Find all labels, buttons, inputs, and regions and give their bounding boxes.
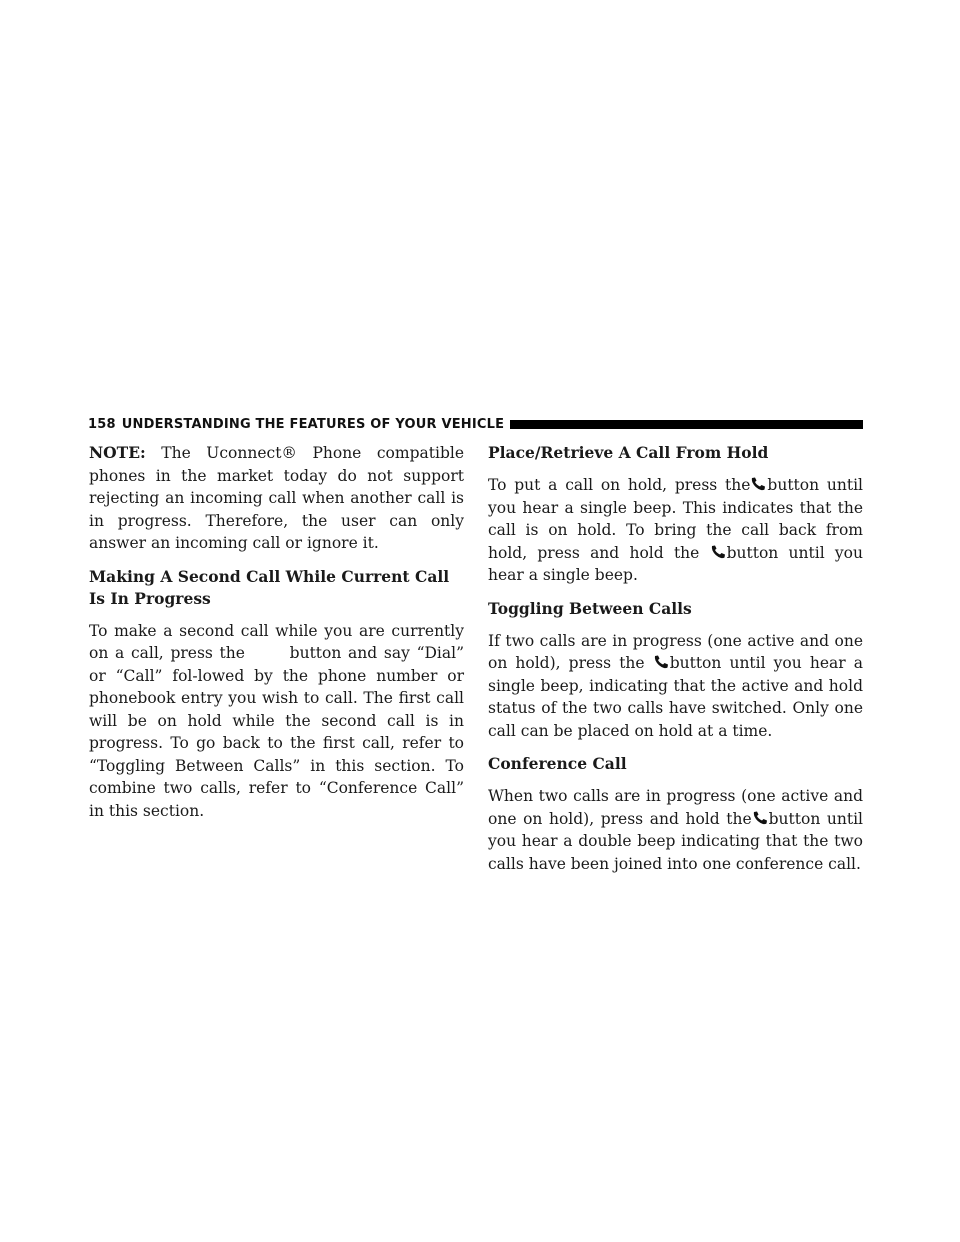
hold-text-c: button until you hear a single beep.: [488, 543, 863, 584]
header-rule: [510, 420, 863, 429]
conference-paragraph: [488, 785, 863, 875]
hold-text-a: To put a call on hold, press the: [488, 476, 751, 494]
phone-handset-icon: [653, 655, 669, 669]
phone-handset-icon: [750, 477, 766, 491]
note-text: The Uconnect® Phone compatible phones in the market today do not support rejecting an incoming call when another call is in progress. Therefore, the user can only answer an incoming call or ignore it.: [89, 444, 464, 552]
phone-handset-icon: [710, 545, 726, 559]
conference-text-b: button until you hear a double beep indicating that the two calls have been joined into one conference call.: [488, 809, 863, 873]
hold-paragraph: [488, 474, 863, 587]
second-call-text-b: button and say “Dial” or “Call” fol-lowed by the phone number or phonebook entry you wish to call. The first call will be on hold while the second call is in progress. To go back to the first call, refer to “Toggling Between Calls” in this section. To combine two calls, refer to “Conference Call” in this section.: [89, 644, 464, 820]
page-header: [88, 416, 863, 432]
toggle-paragraph: [488, 630, 863, 743]
phone-handset-icon: [752, 811, 768, 825]
second-call-text-a: To make a second call while you are currently on a call, press the: [89, 621, 464, 662]
section-title: UNDERSTANDING THE FEATURES OF YOUR VEHICLE: [121, 416, 505, 432]
conference-text-a: When two calls are in progress (one active and one on hold), press and hold the: [488, 787, 863, 828]
page-number: 158: [88, 416, 116, 432]
toggle-heading: Toggling Between Calls: [488, 598, 692, 618]
second-call-paragraph: [89, 620, 464, 823]
right-column: [488, 442, 863, 886]
toggle-text-a: If two calls are in progress (one active and one on hold), press the: [488, 631, 863, 672]
second-call-heading: Making A Second Call While Current Call Is In Progress: [89, 566, 450, 608]
toggle-text-b: button until you hear a single beep, indicating that the active and hold status of the two calls have switched. Only one call can be placed on hold at a time.: [488, 654, 863, 740]
conference-heading: Conference Call: [488, 754, 627, 773]
note-label: NOTE:: [89, 443, 146, 462]
note-paragraph: [89, 442, 464, 555]
hold-text-b: button until you hear a single beep. This indicates that the call is on hold. To bring the call back from hold, press and hold the: [488, 476, 863, 562]
left-column: [89, 442, 464, 833]
hold-heading: Place/Retrieve A Call From Hold: [488, 443, 769, 462]
